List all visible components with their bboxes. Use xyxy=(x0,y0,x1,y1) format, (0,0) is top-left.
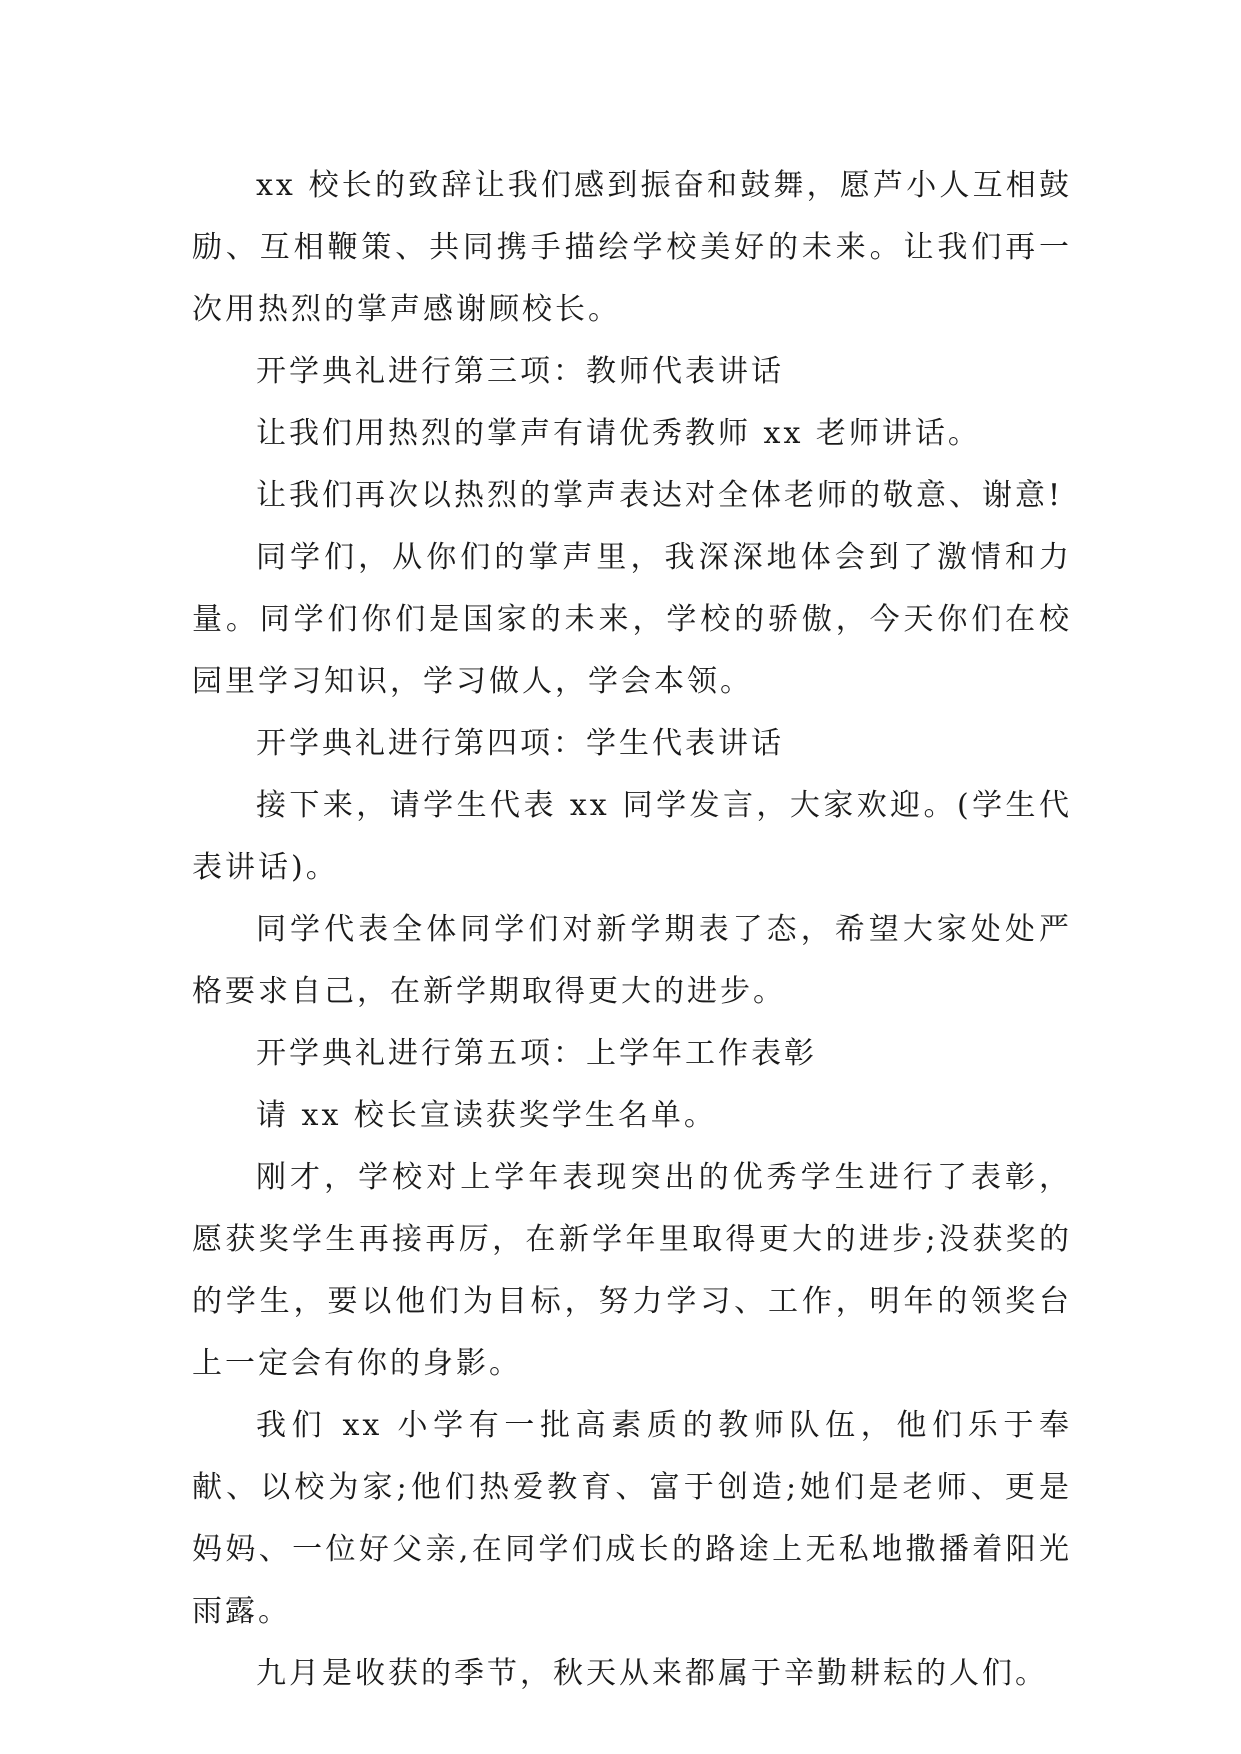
paragraph: 请 xx 校长宣读获奖学生名单。 xyxy=(256,1098,717,1133)
paragraph: 让我们用热烈的掌声有请优秀教师 xx 老师讲话。 xyxy=(256,416,981,451)
paragraph: 同学们，从你们的掌声里，我深深地体会到了激情和力量。同学们你们是国家的未来，学校的骄傲，今天你们在校园里学习知识，学习做人，学会本领。 xyxy=(192,540,1072,699)
paragraph: xx 校长的致辞让我们感到振奋和鼓舞，愿芦小人互相鼓励、互相鞭策、共同携手描绘学校美好的未来。让我们再一次用热烈的掌声感谢顾校长。 xyxy=(192,168,1072,327)
section-heading: 开学典礼进行第四项：学生代表讲话 xyxy=(256,726,784,761)
paragraph: 九月是收获的季节，秋天从来都属于辛勤耕耘的人们。 xyxy=(256,1656,1048,1691)
section-heading: 开学典礼进行第三项：教师代表讲话 xyxy=(256,354,784,389)
section-heading: 开学典礼进行第五项：上学年工作表彰 xyxy=(256,1036,817,1071)
paragraph: 同学代表全体同学们对新学期表了态，希望大家处处严格要求自己，在新学期取得更大的进步。 xyxy=(192,912,1072,1009)
paragraph: 接下来，请学生代表 xx 同学发言，大家欢迎。(学生代表讲话)。 xyxy=(192,788,1072,885)
paragraph: 我们 xx 小学有一批高素质的教师队伍，他们乐于奉献、以校为家;他们热爱教育、富于创造;她们是老师、更是妈妈、一位好父亲,在同学们成长的路途上无私地撒播着阳光雨露。 xyxy=(192,1408,1072,1629)
paragraph: 刚才，学校对上学年表现突出的优秀学生进行了表彰，愿获奖学生再接再厉，在新学年里取得更大的进步;没获奖的的学生，要以他们为目标，努力学习、工作，明年的领奖台上一定会有你的身影。 xyxy=(192,1160,1072,1381)
document-body xyxy=(192,155,1072,1705)
paragraph: 让我们再次以热烈的掌声表达对全体老师的敬意、谢意! xyxy=(256,478,1064,513)
